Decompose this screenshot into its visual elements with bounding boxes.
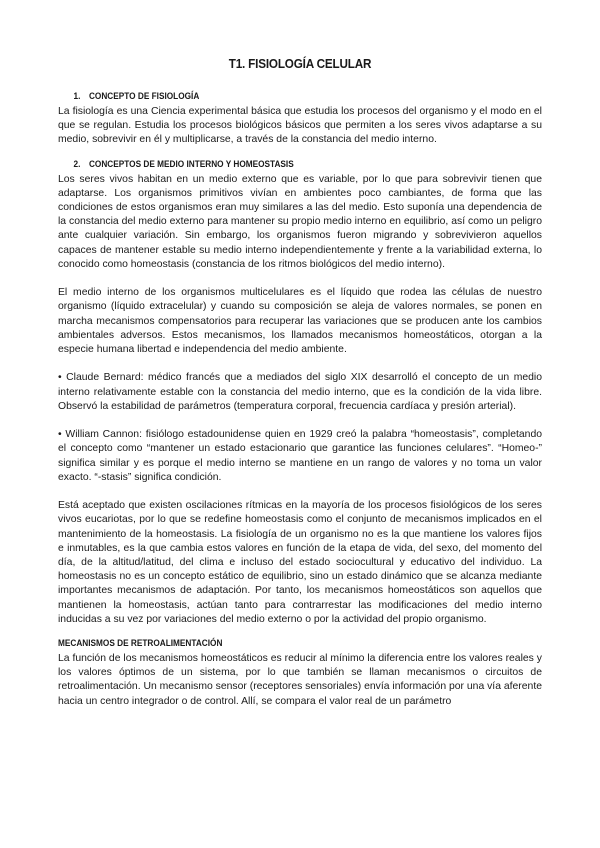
section-number: 1.	[73, 91, 81, 102]
section-heading-text: CONCEPTOS DE MEDIO INTERNO Y HOMEOSTASIS	[88, 158, 294, 170]
section-heading-medio-interno	[58, 159, 474, 170]
page-title: T1. FISIOLOGÍA CELULAR	[228, 56, 372, 71]
section-heading-retroalimentacion: MECANISMOS DE RETROALIMENTACIÓN	[58, 638, 223, 650]
section-number: 2.	[73, 158, 81, 170]
paragraph: La función de los mecanismos homeostáticos es reducir al mínimo la diferencia entre los valores reales y los valores óptimos de un sistema, por lo que también se llaman mecanismos o circuitos de retroalimentación. Un mecanismo sensor (receptores sensoriales) envía información por una vía aferente hacia un centro integrador o de control. Allí, se compara el valor real de un parámetro	[58, 653, 542, 707]
paragraph: Está aceptado que existen oscilaciones rítmicas en la mayoría de los procesos fisiológicos de los seres vivos eucariotas, por lo que se redefine homeostasis como el conjunto de mecanismos implicados en el mantenimiento de la homeostasis. La fisiología de un organismo no es la que mantiene los valores fijos e inmutables, es la que cambia estos valores en función de la etapa de vida, del sexo, del momento del día, de la altitud/latitud, del clima e incluso del estado sociocultural y educativo del individuo. La homeostasis no es un concepto estático de equilibrio, sino un estado dinámico que se alcanza mediante importantes mecanismos de adaptación. Por tanto, los mecanismos homeostáticos son aquellos que mantienen la homeostasis, actúan tanto para contrarrestar las modificaciones del medio interno inducidas a su vez por variaciones del medio externo o por la actividad del propio organismo.	[58, 500, 542, 625]
paragraph: El medio interno de los organismos multicelulares es el líquido que rodea las células de nuestro organismo (líquido extracelular) y cuando su composición se aleja de valores normales, se ponen en marcha mecanismos compensatorios para recuperar las variaciones que se producen ante los cambios ambientales adversos. Estos mecanismos, los llamados mecanismos homeostáticos, otorgan a la especie humana libertad e independencia del medio ambiente.	[58, 287, 542, 356]
document-body	[58, 56, 542, 709]
paragraph: La fisiología es una Ciencia experimental básica que estudia los procesos del organismo y el modo en el que se regulan. Estudia los procesos biológicos básicos que permiten a los seres vivos adaptarse a su medio, sobrevivir en él y multiplicarse, a través de la constancia del medio interno.	[58, 106, 542, 146]
paragraph: Los seres vivos habitan en un medio externo que es variable, por lo que para sobrevivir tienen que adaptarse. Los organismos primitivos vivían en ambientes poco cambiantes, de forma que las condiciones de estos organismos eran muy similares a las del medio. Esto suponía una dependencia de la constancia del medio externo para mantener su propio medio interno en equilibrio, así como un peligro ante cualquier variación. Sin embargo, los organismos fueron migrando y sobrevivieron aquellos capaces de mantener estable su medio interno independientemente y frente a la variabilidad externa, lo conocido como homeostasis (constancia de los ritmos biológicos del medio interno).	[58, 173, 542, 270]
section-heading-text: CONCEPTO DE FISIOLOGÍA	[88, 91, 200, 102]
bullet-paragraph: • Claude Bernard: médico francés que a mediados del siglo XIX desarrolló el concepto de un medio interno relativamente estable con la constancia del medio interno, que es la condición de la vida libre. Observó la estabilidad de parámetros (temperatura corporal, frecuencia cardíaca y presión arterial).	[58, 372, 542, 412]
bullet-paragraph: • William Cannon: fisiólogo estadounidense quien en 1929 creó la palabra “homeostasis”, completando el concepto como “mantener un estado estacionario que garantice las funciones celulares”. “Homeo-” significa similar y es porque el medio interno se mantiene en un rango de valores y no toma un valor exacto. “-stasis” significa condición.	[58, 429, 542, 483]
section-heading-concepto	[58, 91, 474, 102]
